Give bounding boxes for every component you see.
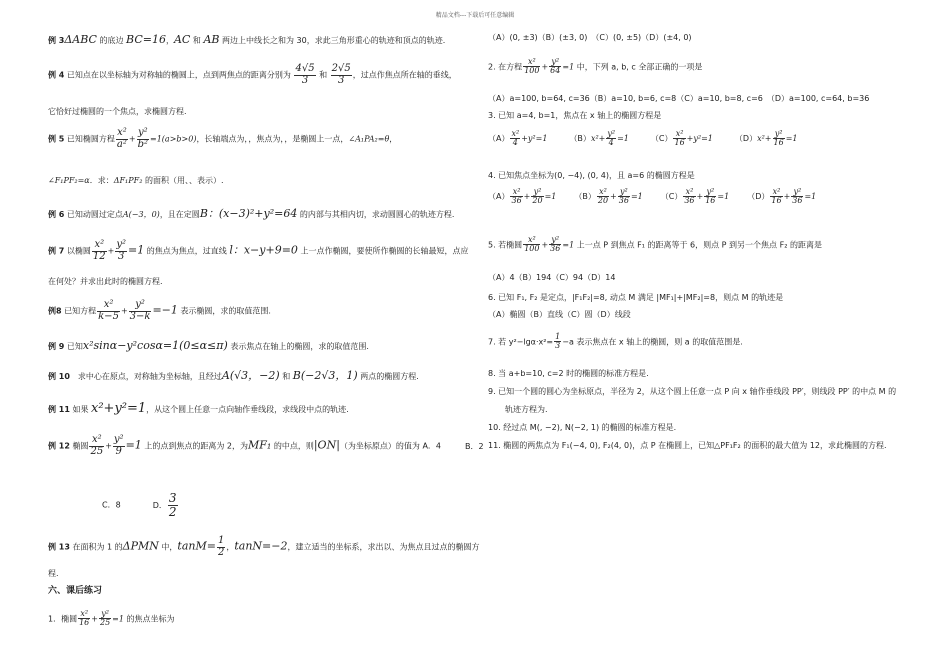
numerator: x² (78, 610, 90, 619)
denominator: 64 (550, 66, 561, 76)
denominator: 3 (117, 250, 125, 262)
option-label: （C） (650, 134, 673, 144)
math-text: =1 (630, 192, 643, 202)
numerator: y² (773, 130, 785, 139)
fraction (78, 610, 90, 628)
fraction (168, 492, 178, 518)
example-7: 例 7 以椭圆 $\frac{\text{x²}}{12}$ + $\frac{\text{y²}}{3}$ =1 的焦点为焦点，过直线 l：x−y+9=0 上一点作椭圆，要使所作椭圆的长轴最短，点应 (48, 239, 469, 262)
example-label: 例 4 (48, 70, 65, 80)
math-text: x²+ (590, 134, 606, 144)
text: ，且在定圆 (159, 210, 200, 219)
example-5-line2 (48, 177, 224, 185)
fraction (129, 300, 152, 322)
text: 和 (316, 70, 330, 80)
option (488, 187, 557, 206)
denominator: 12 (92, 250, 106, 262)
fraction (510, 188, 522, 206)
exercise-4-options (488, 188, 834, 206)
text: 两边上中线长之和为 30，求此三角形重心的轨迹和顶点的轨迹. (219, 36, 446, 45)
example-9 (48, 340, 369, 351)
math-tan: tanM= (177, 539, 216, 553)
example-13-line2: 程. (48, 569, 59, 578)
text: 已知 (64, 342, 83, 351)
numerator: 3 (168, 491, 177, 505)
text: 的面积（用、、表示）. (142, 176, 224, 185)
page-header-note: 精品文档---下载后可任意编辑 (435, 12, 515, 19)
math-equation: =−1 (152, 303, 178, 317)
example-10 (48, 370, 419, 381)
denominator: 16 (674, 138, 685, 148)
exercise-1: 1．椭圆 $\frac{\text{x²}}{16}$ + $\frac{\text{y²}}{25}$ =1 的焦点坐标为 (48, 609, 175, 628)
math-angle: ∠A₁PA₂=θ (348, 134, 390, 144)
numerator: y² (116, 239, 127, 250)
example-label: 例 9 (48, 342, 65, 351)
denominator: 36 (684, 196, 695, 206)
denominator: 2 (168, 504, 177, 519)
option-d: D． (152, 500, 167, 510)
denominator: a² (116, 138, 127, 150)
denominator: 3−k (129, 310, 151, 322)
numerator: y² (549, 236, 561, 245)
numerator: y² (549, 58, 561, 67)
exercise-3 (488, 112, 661, 120)
math-abs: |ON| (313, 438, 340, 452)
math-equation: =1 (125, 438, 142, 452)
exercise-1-options: （A）(0, ±3)（B）(±3, 0) （C）(0, ±5)（D）(±4, 0) (488, 33, 692, 42)
numerator: y² (704, 188, 716, 197)
text: ， (165, 36, 174, 45)
text: 表示焦点在轴上的椭圆，求的取值范围. (227, 342, 369, 351)
text: 表示椭圆，求的取值范围. (177, 306, 271, 316)
math-bc: BC=16 (126, 33, 166, 46)
denominator: 2 (217, 546, 225, 558)
option (488, 129, 548, 148)
text: ，从这个圆上任意一点向轴作垂线段，求线段中点的轨迹. (146, 405, 349, 414)
exercise-4 (488, 172, 695, 180)
math-triangle: ΔABC (64, 33, 97, 46)
math-text: =1 (544, 192, 557, 202)
text: 若 y²−lgα·x²= (495, 337, 554, 347)
denominator: 16 (705, 196, 716, 206)
example-label: 例 10 (48, 372, 70, 381)
math-angle: ∠F₁PF₂=α (48, 176, 90, 185)
numerator: y² (129, 300, 152, 312)
math-equation: =1(a>b>0) (150, 134, 197, 144)
example-8: 例8 已知方程 $\frac{\text{x²}}{k-5}$ + $\frac{\text{y²}}{3-k}$ =−1 表示椭圆，求的取值范围. (48, 299, 271, 322)
exercise-5: 5. 若椭圆 $\frac{\text{x²}}{100}$ + $\frac{\text{y²}}{36}$ =1 上一点 P 到焦点 F₁ 的距离等于 6，则点 P 到另一个焦点 F₂ 的距离是 (488, 235, 822, 254)
option (747, 187, 817, 206)
example-11 (48, 402, 349, 415)
math-line: l：x−y+9=0 (229, 243, 298, 257)
exercise-9-line2: 轨迹方程为. (505, 405, 548, 414)
math-text: x²+ (757, 134, 772, 144)
example-12: 例 12 椭圆 $\frac{\text{x²}}{25}$ + $\frac{\text{y²}}{9}$ =1 上的点到焦点的距离为 2，为MF₁ 的中点，则|ON|（为坐标原点）的值为 A．4 B．2 (48, 434, 484, 457)
fraction (331, 64, 352, 86)
exercise-8: 8. 当 a+b=10, c=2 时的椭圆的标准方程是. (488, 369, 649, 378)
text: 若椭圆 (495, 240, 523, 250)
math-equation: x²sinα−y²cosα=1(0≤α≤π) (82, 339, 228, 352)
text: 已知点在以坐标轴为对称轴的椭圆上，点到两焦点的距离分别为 (64, 70, 291, 80)
text: 的内部与其相内切，求动圆圆心的轨迹方程. (297, 210, 455, 219)
numerator: x² (510, 188, 522, 197)
exercise-9: 9. 已知一个圆的圆心为坐标原点，半径为 2，从这个圆上任意一点 P 向 x 轴作垂线段 PP′，则线段 PP′ 的中点 M 的 (488, 387, 897, 396)
option-b: B．2 (465, 441, 484, 451)
fraction (770, 188, 782, 206)
numerator: 1 (217, 535, 225, 546)
fraction (597, 188, 609, 206)
example-label: 例 11 (48, 405, 70, 414)
option (734, 129, 798, 148)
fraction (606, 130, 616, 148)
example-4 (48, 64, 457, 86)
math-equation: x²+y²=1 (91, 401, 147, 416)
text: 的中点，则 (271, 441, 314, 451)
fraction (89, 435, 104, 457)
fraction (92, 240, 107, 262)
exercise-11: 11. 椭圆的两焦点为 F₁(−4, 0), F₂(4, 0)，点 P 在椭圆上，已知△PF₁F₂ 的面积的最大值为 12，求此椭圆的方程. (488, 441, 887, 450)
denominator: 4 (608, 138, 614, 148)
text: ，建立适当的坐标系，求出以、为焦点且过点的椭圆方 (287, 542, 480, 552)
example-label: 例 3 (48, 36, 65, 45)
section-title: 六、课后练习 (48, 586, 103, 596)
fraction (294, 64, 315, 86)
text: 如果 (69, 405, 92, 414)
fraction (97, 300, 120, 322)
denominator: k−5 (98, 310, 119, 322)
example-4-line2: 它恰好过椭圆的一个焦点，求椭圆方程. (48, 107, 187, 116)
option-label: （D） (734, 134, 758, 144)
option-c: C．8 (102, 500, 121, 510)
fraction (549, 236, 561, 254)
option-label: （C） (660, 192, 683, 202)
text: 已知方程 (61, 306, 97, 316)
numerator: y² (99, 610, 111, 619)
example-label: 例8 (48, 306, 62, 316)
text: 在方程 (495, 62, 523, 72)
fraction (116, 128, 128, 150)
exercise-2-options: （A）a=100, b=64, c=36（B）a=10, b=6, c=8（C）a=10, b=8, c=6 （D）a=100, c=64, b=36 (488, 94, 870, 103)
example-3 (48, 34, 445, 45)
text: 在面积为 1 的 (69, 542, 123, 552)
numerator: 2√5 (331, 63, 351, 74)
math-text: =1 (785, 134, 798, 144)
option (650, 129, 713, 148)
math-text: +y²=1 (521, 134, 548, 144)
text: 已知焦点坐标为(0, −4), (0, 4)，且 a=6 的椭圆方程是 (495, 171, 695, 180)
text: 上一点 P 到焦点 F₁ 的距离等于 6，则点 P 到另一个焦点 F₂ 的距离是 (574, 240, 822, 250)
denominator: 100 (524, 244, 540, 254)
example-5: 例 5 已知椭圆方程 $\frac{\text{x²}}{\text{a²}}$ + $\frac{\text{y²}}{\text{b²}}$ =1(a>b>0)，长轴端点为，，焦点为，，是椭圆上一点，∠A₁PA₂=θ， (48, 127, 398, 150)
example-12-options (102, 492, 179, 518)
math-ac: AC (173, 33, 191, 46)
text: 和 (190, 36, 204, 45)
example-label: 例 6 (48, 210, 65, 219)
option (574, 187, 643, 206)
denominator: 9 (115, 445, 122, 457)
numerator: y² (137, 127, 148, 138)
fraction (704, 188, 716, 206)
math-text: +y²=1 (686, 134, 713, 144)
numerator: 1 (555, 332, 561, 341)
example-label: 例 7 (48, 246, 65, 256)
denominator: 16 (771, 196, 782, 206)
text: 以椭圆 (64, 246, 91, 256)
denominator: 20 (597, 196, 609, 206)
question-number: 5. (488, 240, 496, 250)
denominator: 4 (512, 138, 518, 148)
fraction (531, 188, 543, 206)
numerator: x² (597, 188, 609, 197)
fraction (510, 130, 520, 148)
fraction (115, 240, 127, 262)
text: 上的点到焦点的距离为 2，为 (141, 441, 248, 451)
text: 上一点作椭圆，要使所作椭圆的长轴最短，点应 (297, 246, 469, 256)
numerator: y² (618, 188, 630, 197)
example-label: 例 12 (48, 441, 70, 451)
text: ， (226, 542, 235, 552)
text: ，过点作焦点所在轴的垂线， (352, 70, 457, 80)
fraction (137, 128, 149, 150)
math-triangle: ΔF₁PF₂ (113, 176, 143, 185)
example-label: 例 13 (48, 542, 70, 552)
denominator: 100 (524, 66, 540, 76)
math-equation: =1 (112, 614, 124, 624)
math-equation: =1 (562, 62, 575, 72)
math-text: + (610, 192, 617, 202)
math-text: + (783, 192, 791, 202)
option-label: （D） (747, 192, 770, 202)
text: 和 (279, 372, 293, 381)
numerator: y² (607, 129, 616, 138)
math-point: A(√3，−2) (221, 369, 280, 382)
text: ， (389, 134, 398, 144)
numerator: x² (117, 127, 127, 138)
text: ，长轴端点为，，焦点为，，是椭圆上一点， (196, 134, 349, 144)
text: （为坐标原点）的值为 A．4 (339, 441, 442, 451)
numerator: x² (673, 130, 685, 139)
text: 已知动圆过定点 (64, 210, 123, 219)
question-number: 4. (488, 171, 496, 180)
math-text: =1 (804, 192, 817, 202)
example-13 (48, 536, 479, 558)
denominator: 36 (511, 196, 522, 206)
exercise-5-options: （A）4（B）194（C）94（D）14 (488, 273, 616, 282)
text: 两点的椭圆方程. (357, 372, 419, 381)
option (660, 187, 730, 206)
math-circle: B：(x−3)²+y²=64 (199, 207, 298, 220)
text: 中， (158, 542, 178, 552)
exercise-3-options (488, 130, 819, 148)
exercise-10: 10. 经过点 M(, −2), N(−2, 1) 的椭圆的标准方程是. (488, 423, 677, 432)
math-text: =1 (717, 192, 730, 202)
question-number: 3. (488, 111, 496, 120)
denominator: 3 (301, 74, 309, 86)
example-7-line2: 在何处？并求出此时的椭圆方程. (48, 277, 163, 286)
fraction (618, 188, 630, 206)
numerator: x² (97, 300, 120, 312)
math-tan: tanN=−2 (234, 539, 288, 553)
numerator: y² (113, 434, 124, 445)
numerator: x² (770, 188, 782, 197)
numerator: y² (791, 188, 803, 197)
text: 已知 a=4, b=1，焦点在 x 轴上的椭圆方程是 (495, 111, 662, 120)
denominator: 16 (773, 138, 784, 148)
math-triangle: ΔPMN (122, 539, 159, 553)
fraction (773, 130, 785, 148)
numerator: x² (92, 240, 107, 252)
exercise-7 (488, 333, 743, 351)
math-text: =1 (617, 134, 629, 144)
option-label: （B） (569, 134, 591, 144)
text: 求中心在原点，对称轴为坐标轴，且经过 (69, 372, 222, 381)
math-point: A(−3，0) (122, 210, 160, 219)
denominator: 36 (618, 196, 629, 206)
text: −a 表示焦点在 x 轴上的椭圆，则 a 的取值范围是. (562, 337, 743, 347)
numerator: x² (89, 435, 104, 447)
text: 椭圆 (69, 441, 89, 451)
math-text: + (523, 192, 531, 202)
fraction (549, 58, 561, 76)
option-label: （B） (574, 192, 596, 202)
denominator: 3 (555, 341, 561, 351)
text: 椭圆 (61, 614, 78, 624)
fraction (523, 236, 540, 254)
example-label: 例 5 (48, 134, 65, 144)
math-text: + (696, 192, 704, 202)
fraction (523, 58, 540, 76)
text: 的焦点坐标为 (123, 614, 175, 624)
denominator: 36 (792, 196, 803, 206)
exercise-6: 6. 已知 F₁, F₂ 是定点，|F₁F₂|=8, 动点 M 满足 |MF₁|+|MF₂|=8，则点 M 的轨迹是 (488, 293, 784, 302)
text: 已知椭圆方程 (64, 134, 115, 144)
fraction (113, 435, 125, 457)
math-ab: AB (203, 33, 220, 46)
fraction (683, 188, 695, 206)
denominator: 25 (90, 445, 104, 457)
denominator: b² (137, 138, 149, 150)
math-equation: =1 (128, 243, 145, 257)
math-segment: MF₁ (247, 438, 272, 452)
denominator: 36 (550, 244, 561, 254)
exercise-6-options: （A）椭圆（B）直线（C）圆（D）线段 (488, 310, 631, 319)
math-point: B(−2√3，1) (292, 369, 358, 382)
exercise-2: 2. 在方程 $\frac{\text{x²}}{100}$ + $\frac{\text{y²}}{64}$ =1 中，下列 a, b, c 全部正确的一项是 (488, 57, 703, 76)
fraction (99, 610, 111, 628)
text: 的焦点为焦点，过直线 (144, 246, 230, 256)
fraction (673, 130, 685, 148)
option (569, 129, 629, 148)
question-number: 7. (488, 337, 496, 347)
numerator: y² (531, 188, 543, 197)
numerator: x² (683, 188, 695, 197)
denominator: 3 (338, 74, 345, 86)
question-number: 2. (488, 62, 496, 72)
option-label: （A） (488, 134, 510, 144)
numerator: x² (523, 236, 540, 245)
option-label: （A） (488, 192, 510, 202)
denominator: 25 (99, 618, 111, 628)
fraction (791, 188, 803, 206)
fraction (554, 333, 561, 351)
text: 的底边 (96, 36, 127, 45)
text: 中，下列 a, b, c 全部正确的一项是 (574, 62, 703, 72)
denominator: 16 (79, 618, 90, 628)
numerator: x² (511, 129, 520, 138)
numerator: 4√5 (295, 63, 315, 74)
denominator: 20 (532, 196, 543, 206)
example-6 (48, 208, 454, 219)
text: ．求： (89, 176, 114, 185)
question-number: 1． (48, 614, 62, 624)
numerator: x² (523, 58, 540, 67)
math-equation: =1 (562, 240, 575, 250)
fraction (217, 536, 225, 558)
